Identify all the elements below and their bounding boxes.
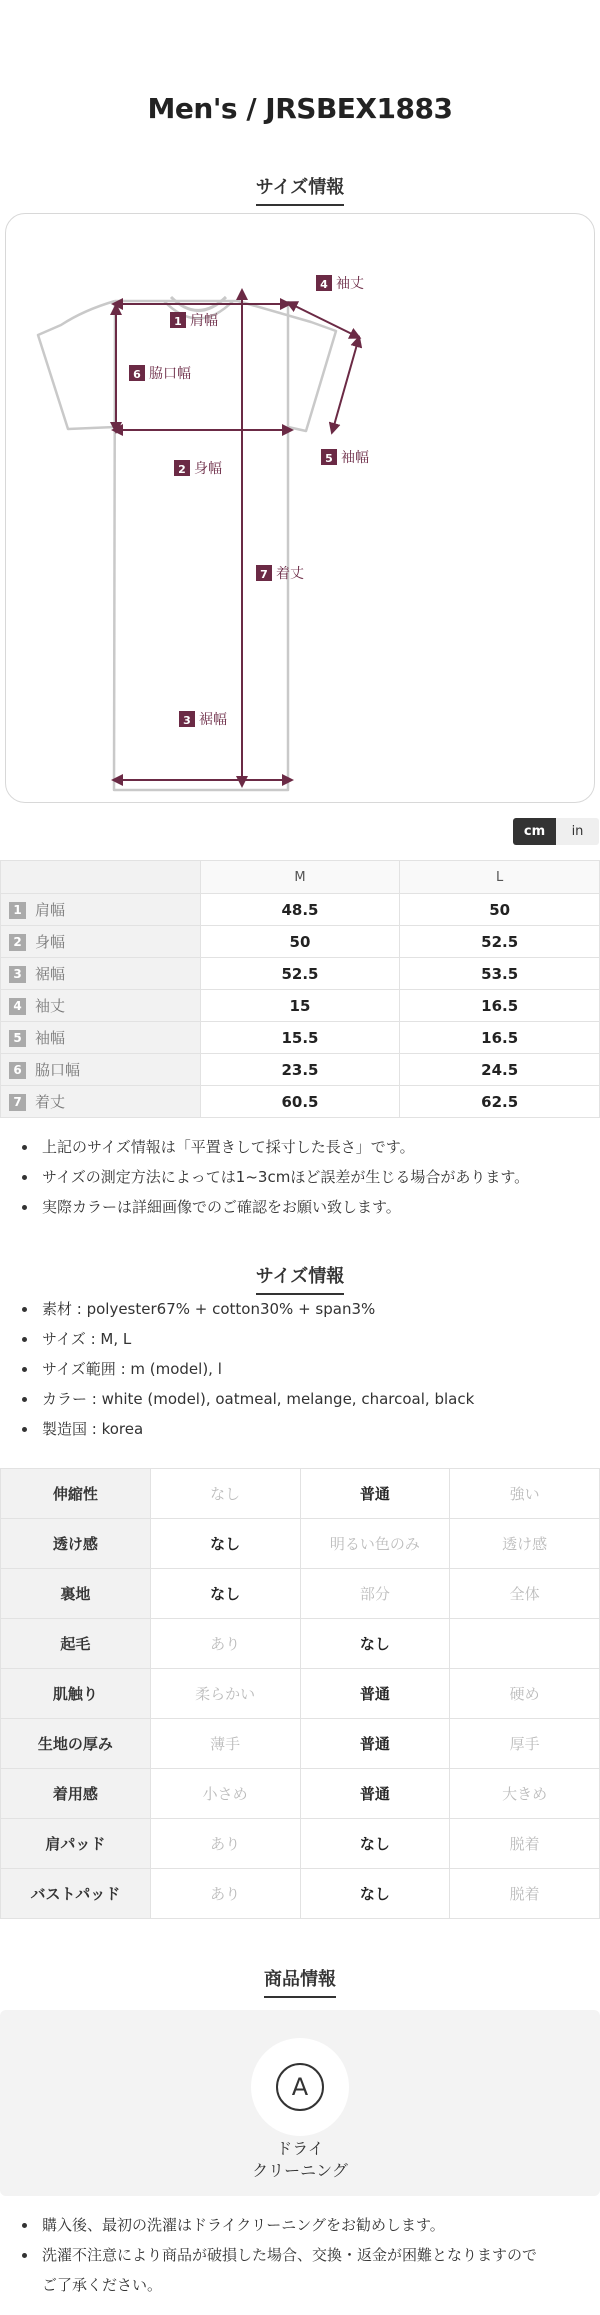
table-row — [1, 1022, 600, 1054]
size-value: 48.5 — [200, 894, 400, 926]
product-notes — [0, 2210, 600, 2300]
row-number: 5 — [9, 1030, 26, 1047]
row-number: 6 — [9, 1062, 26, 1079]
list-item: サイズ範囲 : m (model), l — [0, 1354, 600, 1384]
row-label: 身幅 — [35, 933, 66, 951]
size-column-m: M — [200, 861, 400, 894]
property-option: 全体 — [450, 1569, 600, 1619]
property-row — [1, 1619, 600, 1669]
property-option: 透け感 — [450, 1519, 600, 1569]
size-column-l: L — [400, 861, 600, 894]
property-option: 普通 — [300, 1719, 450, 1769]
property-option: あり — [150, 1819, 300, 1869]
svg-text:5: 5 — [325, 452, 333, 465]
list-item: サイズの測定方法によっては1~3cmほど誤差が生じる場合があります。 — [0, 1162, 600, 1192]
row-label: 着丈 — [35, 1093, 66, 1111]
property-option: なし — [150, 1569, 300, 1619]
property-option: 部分 — [300, 1569, 450, 1619]
property-row — [1, 1569, 600, 1619]
property-option: なし — [150, 1519, 300, 1569]
size-value: 53.5 — [400, 958, 600, 990]
property-option: 小さめ — [150, 1769, 300, 1819]
unit-toggle[interactable] — [513, 818, 599, 845]
row-label: 袖丈 — [35, 997, 66, 1015]
row-number: 1 — [9, 902, 26, 919]
table-row — [1, 894, 600, 926]
size-table — [0, 860, 600, 1118]
property-row — [1, 1869, 600, 1919]
property-option: なし — [150, 1469, 300, 1519]
property-label: 着用感 — [1, 1769, 151, 1819]
svg-text:裾幅: 裾幅 — [199, 712, 227, 728]
label-hem — [179, 711, 227, 728]
property-option: 脱着 — [450, 1819, 600, 1869]
label-armhole — [129, 365, 191, 382]
list-item: サイズ : M, L — [0, 1324, 600, 1354]
property-option: なし — [300, 1819, 450, 1869]
table-row — [1, 1054, 600, 1086]
property-option: 厚手 — [450, 1719, 600, 1769]
svg-text:4: 4 — [320, 278, 328, 291]
size-section-heading: サイズ情報 — [0, 173, 600, 206]
property-option: 薄手 — [150, 1719, 300, 1769]
property-option: 柔らかい — [150, 1669, 300, 1719]
size-value: 50 — [400, 894, 600, 926]
svg-text:3: 3 — [183, 714, 191, 727]
row-label: 肩幅 — [35, 901, 66, 919]
size-value: 24.5 — [400, 1054, 600, 1086]
row-label: 裾幅 — [35, 965, 66, 983]
svg-text:袖丈: 袖丈 — [336, 276, 364, 292]
svg-text:脇口幅: 脇口幅 — [149, 366, 191, 382]
list-item: カラー : white (model), oatmeal, melange, charcoal, black — [0, 1384, 600, 1414]
tshirt-diagram — [6, 214, 596, 804]
list-item-continued: ご了承ください。 — [42, 2276, 163, 2294]
list-item: 上記のサイズ情報は「平置きして採寸した長さ」です。 — [0, 1132, 600, 1162]
row-label: 脇口幅 — [35, 1061, 81, 1079]
care-label-line1: ドライ — [276, 2139, 324, 2158]
property-row — [1, 1669, 600, 1719]
property-option: なし — [300, 1869, 450, 1919]
property-label: 生地の厚み — [1, 1719, 151, 1769]
size-value: 16.5 — [400, 990, 600, 1022]
size-table-corner — [1, 861, 201, 894]
svg-text:1: 1 — [174, 315, 182, 328]
property-row — [1, 1769, 600, 1819]
label-shoulder — [170, 312, 218, 329]
svg-text:肩幅: 肩幅 — [190, 313, 218, 329]
property-option: あり — [150, 1869, 300, 1919]
table-row — [1, 990, 600, 1022]
property-option: 普通 — [300, 1769, 450, 1819]
svg-text:2: 2 — [178, 463, 186, 476]
size-value: 23.5 — [200, 1054, 400, 1086]
list-item: 洗濯不注意により商品が破損した場合、交換・返金が困難となりますので — [0, 2240, 600, 2270]
dry-clean-icon — [251, 2038, 349, 2136]
property-label: 肩パッド — [1, 1819, 151, 1869]
property-label: 透け感 — [1, 1519, 151, 1569]
property-label: 裏地 — [1, 1569, 151, 1619]
property-option: 硬め — [450, 1669, 600, 1719]
svg-text:袖幅: 袖幅 — [341, 450, 369, 466]
unit-cm-button[interactable]: cm — [513, 818, 556, 845]
size-notes — [0, 1132, 600, 1222]
svg-text:6: 6 — [133, 368, 141, 381]
size-value: 16.5 — [400, 1022, 600, 1054]
property-row — [1, 1519, 600, 1569]
property-label: 肌触り — [1, 1669, 151, 1719]
label-sleeve-width — [321, 449, 369, 466]
property-label: バストパッド — [1, 1869, 151, 1919]
row-number: 2 — [9, 934, 26, 951]
property-option: 明るい色のみ — [300, 1519, 450, 1569]
dry-clean-symbol: A — [276, 2063, 324, 2111]
property-option: 普通 — [300, 1469, 450, 1519]
product-section-heading: 商品情報 — [0, 1965, 600, 1998]
row-number: 3 — [9, 966, 26, 983]
care-label — [0, 2138, 600, 2182]
size-value: 50 — [200, 926, 400, 958]
row-label: 袖幅 — [35, 1029, 66, 1047]
size-value: 15 — [200, 990, 400, 1022]
property-option: 大きめ — [450, 1769, 600, 1819]
svg-text:身幅: 身幅 — [194, 461, 222, 477]
property-row — [1, 1469, 600, 1519]
property-row — [1, 1819, 600, 1869]
property-row — [1, 1719, 600, 1769]
property-option: なし — [300, 1619, 450, 1669]
list-item: 製造国 : korea — [0, 1414, 600, 1444]
table-row — [1, 1086, 600, 1118]
list-item: 実際カラーは詳細画像でのご確認をお願い致します。 — [0, 1192, 600, 1222]
care-label-line2: クリーニング — [252, 2161, 348, 2180]
size-value: 52.5 — [200, 958, 400, 990]
property-option: 普通 — [300, 1669, 450, 1719]
label-chest — [174, 460, 222, 477]
property-option — [450, 1619, 600, 1669]
size-value: 62.5 — [400, 1086, 600, 1118]
fabric-properties-table — [0, 1468, 600, 1919]
table-row — [1, 926, 600, 958]
spec-section-heading: サイズ情報 — [0, 1262, 600, 1295]
size-value: 15.5 — [200, 1022, 400, 1054]
size-table-header — [1, 861, 600, 894]
size-value: 52.5 — [400, 926, 600, 958]
label-length — [256, 565, 304, 582]
svg-text:7: 7 — [260, 568, 268, 581]
property-option: 強い — [450, 1469, 600, 1519]
table-row — [1, 958, 600, 990]
size-value: 60.5 — [200, 1086, 400, 1118]
unit-in-button[interactable]: in — [556, 818, 599, 845]
list-item: 素材 : polyester67% + cotton30% + span3% — [0, 1294, 600, 1324]
row-number: 4 — [9, 998, 26, 1015]
label-sleeve-length — [316, 275, 364, 292]
property-option: あり — [150, 1619, 300, 1669]
spec-list — [0, 1294, 600, 1444]
list-item: 購入後、最初の洗濯はドライクリーニングをお勧めします。 — [0, 2210, 600, 2240]
measurement-diagram — [5, 213, 595, 803]
page-title: Men's / JRSBEX1883 — [147, 92, 453, 125]
row-number: 7 — [9, 1094, 26, 1111]
property-label: 起毛 — [1, 1619, 151, 1669]
care-box — [0, 2010, 600, 2196]
property-label: 伸縮性 — [1, 1469, 151, 1519]
svg-text:着丈: 着丈 — [276, 566, 304, 582]
property-option: 脱着 — [450, 1869, 600, 1919]
